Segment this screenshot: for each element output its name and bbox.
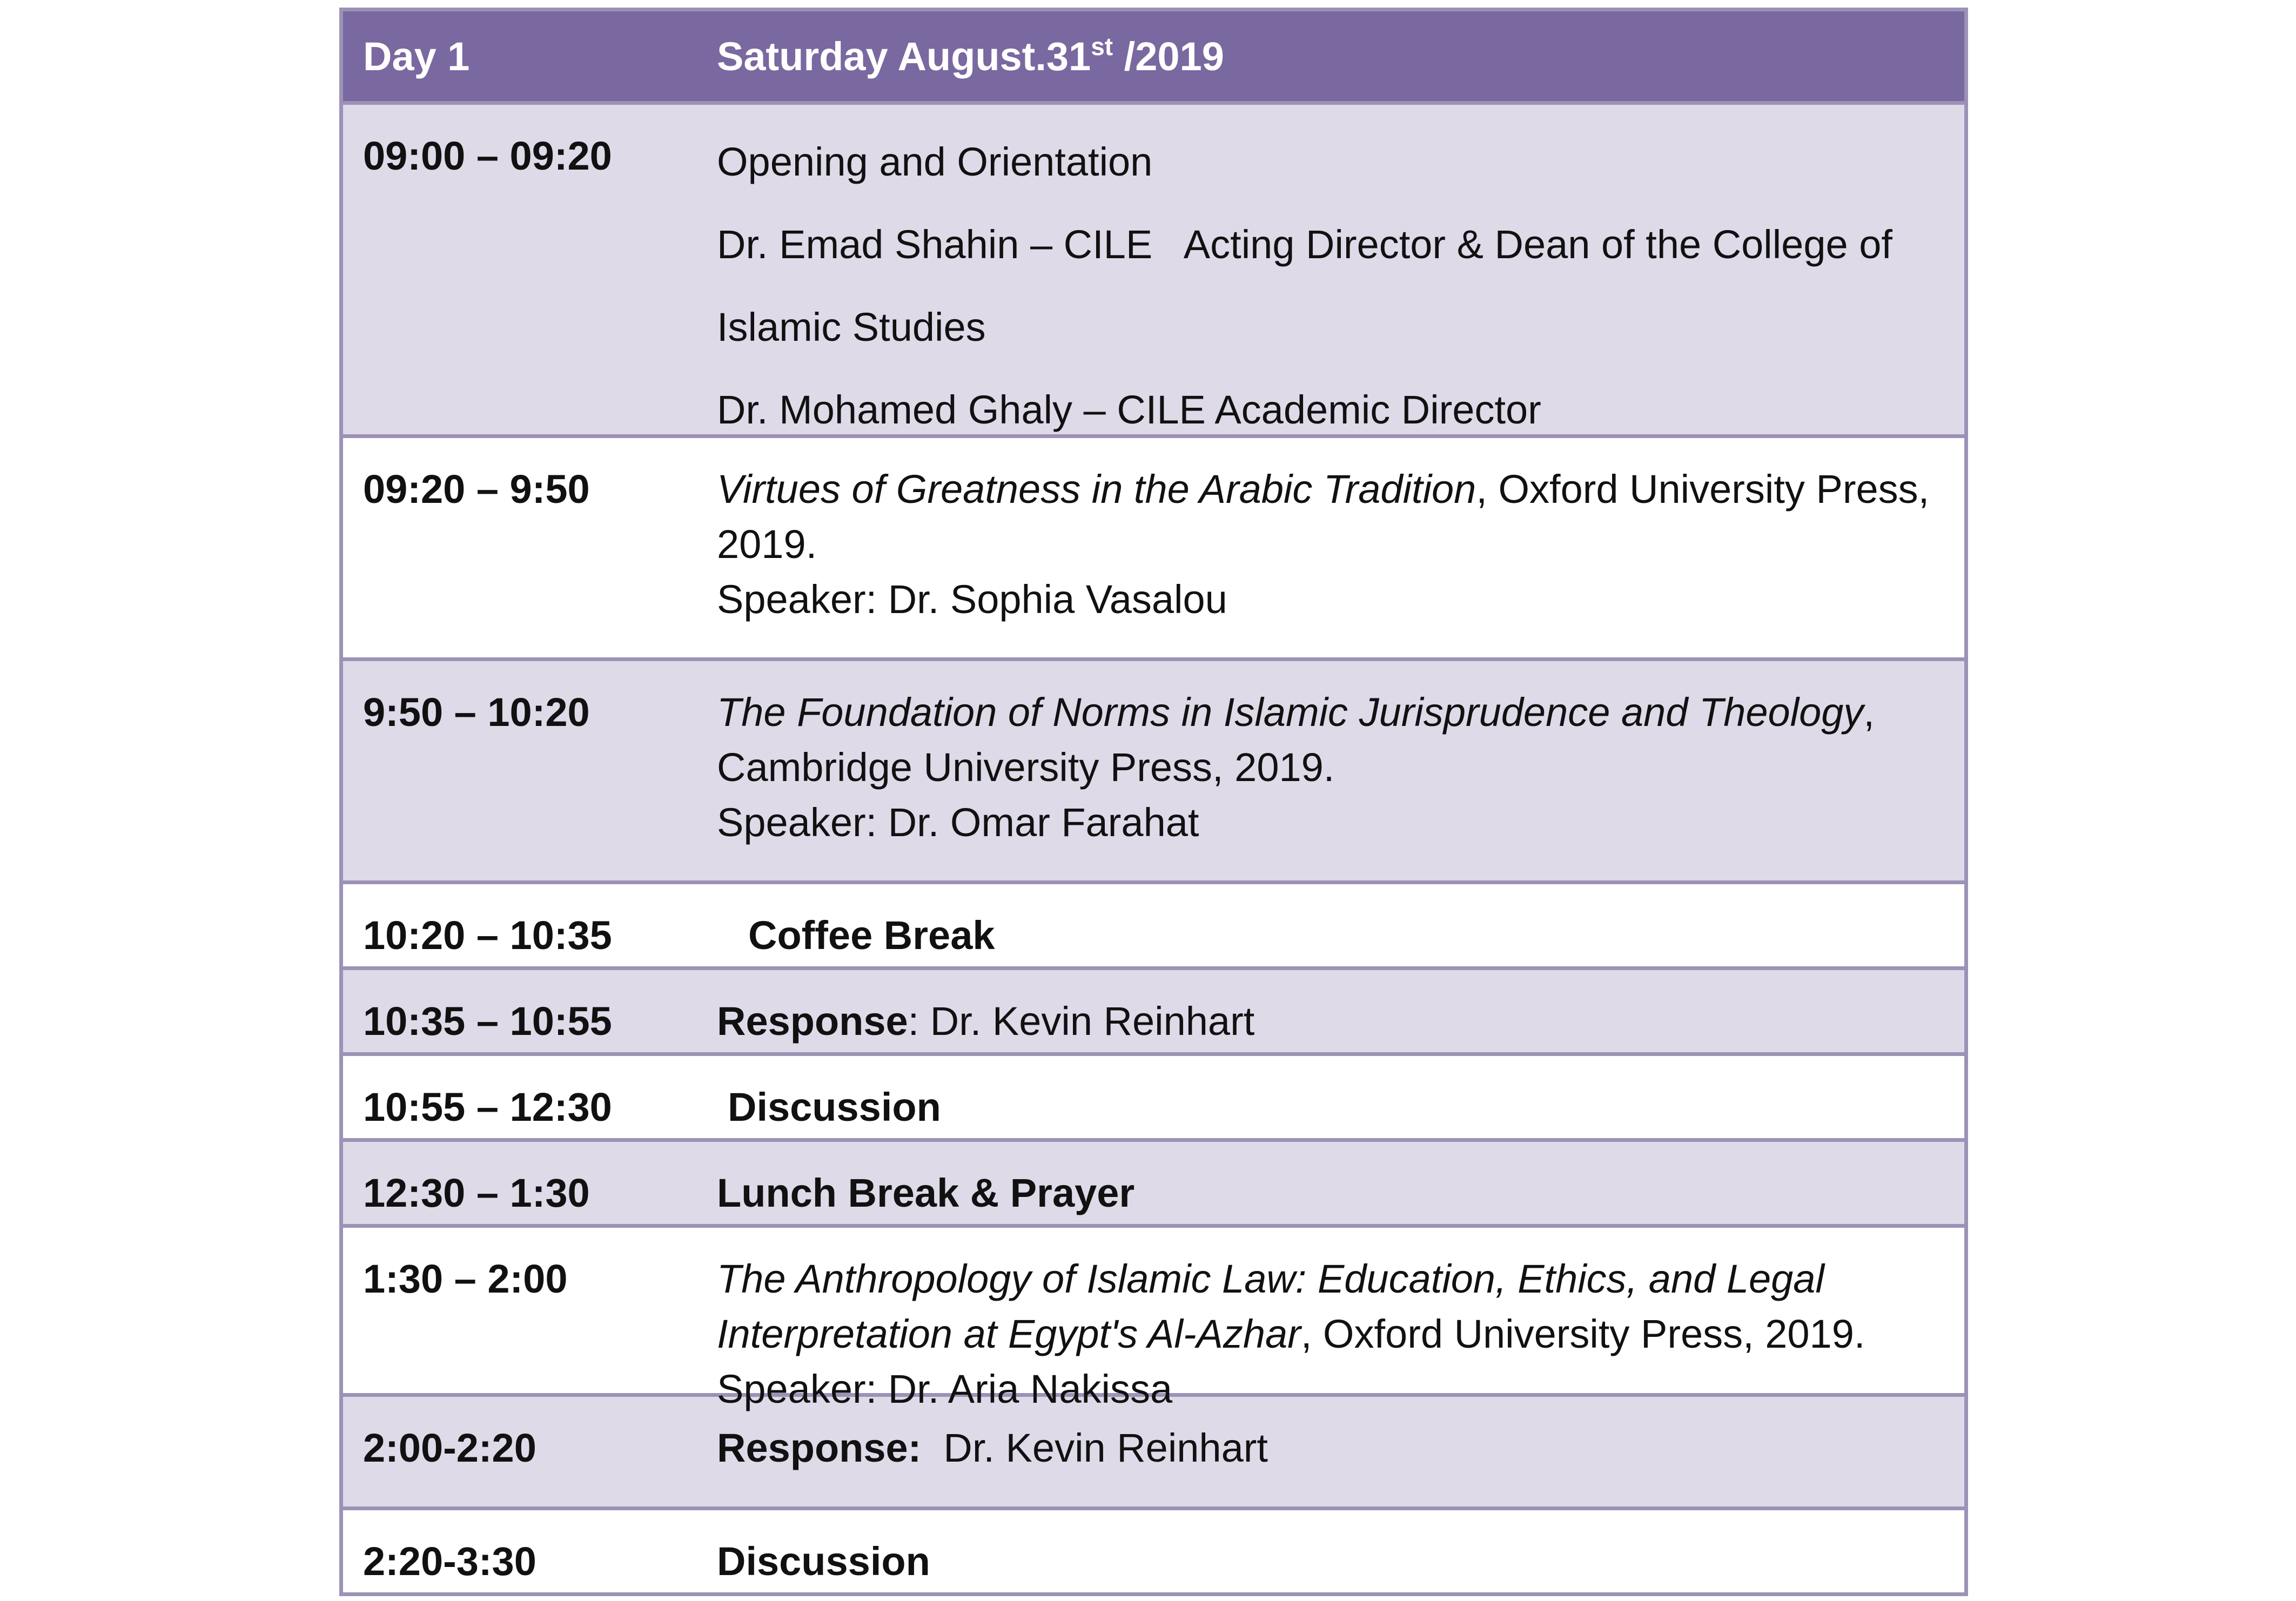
table-row — [343, 1393, 1964, 1506]
book-title: The Foundation of Norms in Islamic Jurisprudence and Theology — [717, 690, 1864, 735]
table-row — [343, 880, 1964, 966]
discussion-label: Discussion — [717, 1539, 930, 1584]
speaker-line: Dr. Mohamed Ghaly – CILE Academic Director — [717, 387, 1541, 432]
speaker-line-continued: Islamic Studies — [717, 305, 986, 349]
speaker-line: Speaker: Dr. Omar Farahat — [717, 800, 1199, 845]
table-row — [343, 966, 1964, 1052]
break-label: Lunch Break & Prayer — [717, 1171, 1135, 1215]
table-row — [343, 101, 1964, 434]
time-slot: 2:20-3:30 — [363, 1539, 536, 1584]
time-slot: 09:20 – 9:50 — [363, 467, 590, 512]
response-speaker: : Dr. Kevin Reinhart — [908, 999, 1255, 1044]
session-description — [717, 1397, 1964, 1506]
table-row — [343, 1138, 1964, 1224]
time-slot: 9:50 – 10:20 — [363, 690, 590, 735]
table-row — [343, 657, 1964, 880]
session-description — [717, 970, 1964, 1052]
session-description — [717, 884, 1964, 966]
session-description — [717, 1056, 1964, 1138]
time-slot: 09:00 – 09:20 — [363, 133, 612, 178]
response-speaker: Dr. Kevin Reinhart — [921, 1425, 1268, 1470]
time-slot: 10:20 – 10:35 — [363, 913, 612, 958]
response-label: Response: — [717, 1425, 922, 1470]
speaker-line: Dr. Emad Shahin – CILE Acting Director & Dean of the College of — [717, 222, 1892, 267]
response-label: Response — [717, 999, 908, 1044]
book-title: Virtues of Greatness in the Arabic Tradition — [717, 467, 1476, 512]
schedule-table — [339, 8, 1968, 1596]
date-label: Saturday August.31st /2019 — [717, 32, 1224, 79]
time-slot: 2:00-2:20 — [363, 1425, 536, 1470]
day-label: Day 1 — [363, 33, 470, 79]
speaker-line: Speaker: Dr. Sophia Vasalou — [717, 577, 1227, 622]
session-description — [717, 661, 1964, 880]
session-description — [717, 105, 1964, 434]
table-row — [343, 434, 1964, 657]
session-description — [717, 1142, 1964, 1224]
time-slot: 1:30 – 2:00 — [363, 1256, 568, 1301]
time-slot: 10:55 – 12:30 — [363, 1085, 612, 1129]
session-description — [717, 1510, 1964, 1592]
session-description — [717, 438, 1964, 657]
time-slot: 12:30 – 1:30 — [363, 1171, 590, 1215]
book-publisher: , Cambridge University Press, 2019. — [717, 690, 1875, 790]
session-description — [717, 1228, 1964, 1411]
speaker-line: Speaker: Dr. Aria Nakissa — [717, 1367, 1173, 1411]
table-row — [343, 1052, 1964, 1138]
table-row — [343, 1506, 1964, 1592]
session-title: Opening and Orientation — [717, 139, 1153, 184]
table-row — [343, 1224, 1964, 1411]
table-header — [343, 11, 1964, 101]
book-publisher: , Oxford University Press, 2019. — [717, 467, 1930, 567]
book-publisher: , Oxford University Press, 2019. — [1300, 1311, 1865, 1356]
discussion-label: Discussion — [728, 1085, 941, 1129]
time-slot: 10:35 – 10:55 — [363, 999, 612, 1044]
book-title: The Anthropology of Islamic Law: Education, Ethics, and Legal Interpretation at Egypt's Al-Azhar — [717, 1256, 1824, 1356]
break-label: Coffee Break — [748, 913, 995, 958]
